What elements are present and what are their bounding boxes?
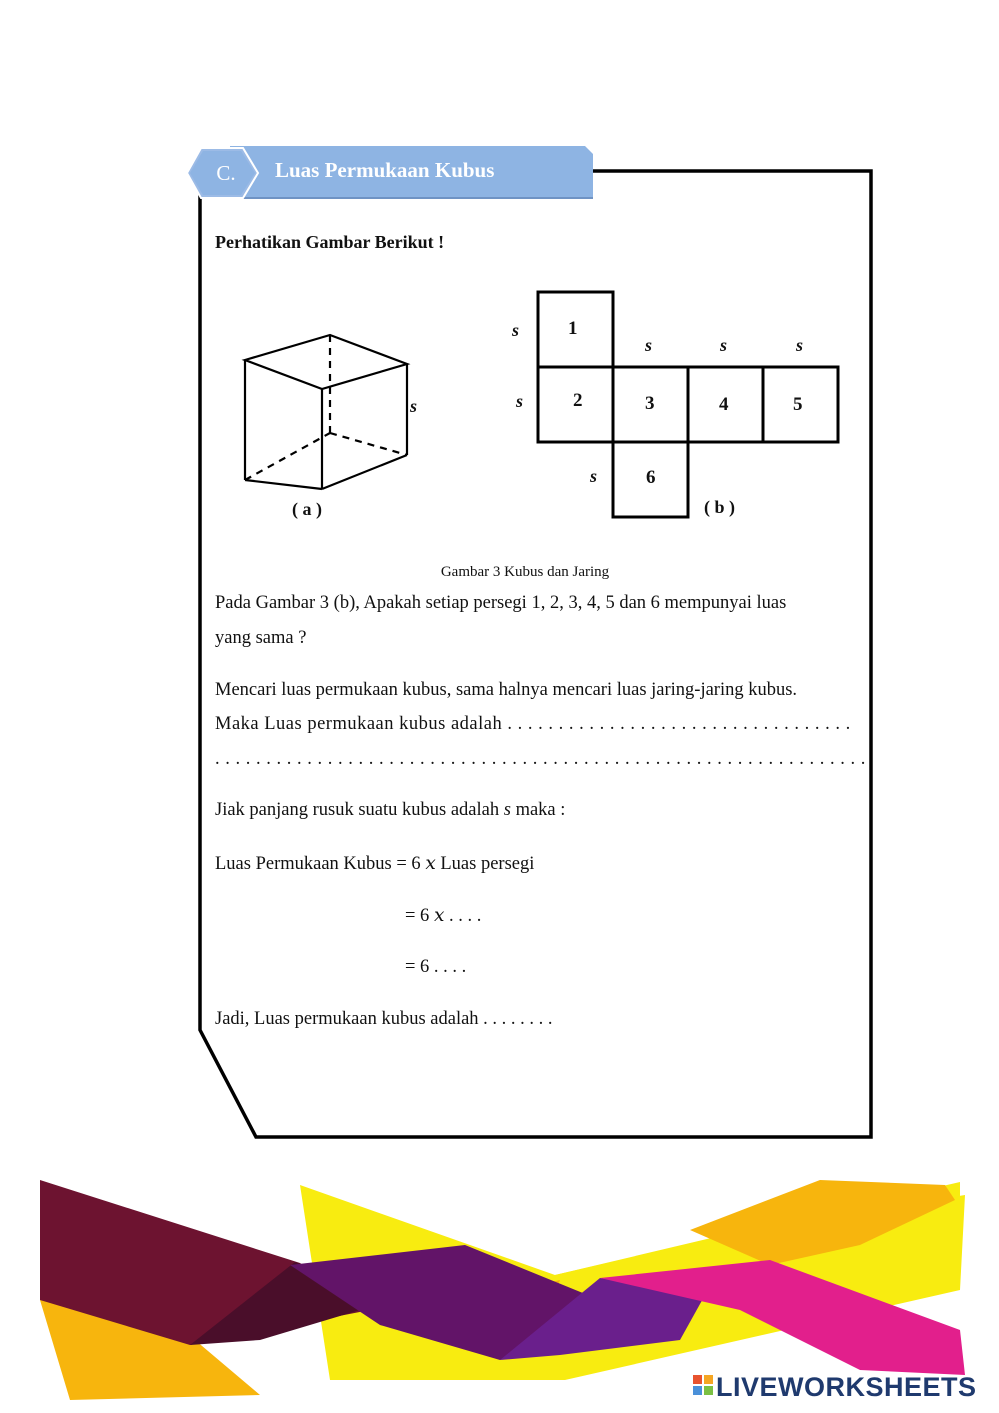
net-side-label-2: s (516, 391, 524, 411)
formula-step-1 (215, 853, 534, 875)
formula-step-1-x: x (425, 853, 436, 874)
net-face-1: 1 (568, 318, 578, 339)
formula-step-2-post: . . . . (444, 906, 482, 926)
formula-step-1-post: Luas persegi (435, 854, 535, 874)
net-side-label-3: s (645, 335, 653, 355)
formula-intro-var: s (503, 800, 511, 820)
question-line-1: Pada Gambar 3 (b), Apakah setiap persegi 1, 2, 3, 4, 5 dan 6 mempunyai luas (215, 593, 787, 613)
net-caption: ( b ) (704, 497, 735, 517)
formula-step-2-pre: = 6 (405, 906, 434, 926)
formula-intro-post: maka : (510, 800, 566, 820)
formula-step-2-x: x (433, 905, 445, 926)
section-letter: C. (216, 161, 236, 185)
section-title: Luas Permukaan Kubus (275, 158, 495, 182)
formula-conclusion[interactable]: Jadi, Luas permukaan kubus adalah . . . . . . . . (215, 1009, 553, 1029)
decorative-ribbons (40, 1180, 965, 1400)
formula-step-3[interactable]: = 6 . . . . (405, 957, 467, 977)
net-side-label-5: s (796, 335, 804, 355)
formula-intro-pre: Jiak panjang rusuk suatu kubus adalah (215, 800, 504, 820)
net-face-4: 4 (719, 394, 729, 415)
net-face-6: 6 (646, 467, 656, 488)
formula-step-1-pre: Luas Permukaan Kubus = 6 (215, 854, 426, 874)
intro-instruction: Perhatikan Gambar Berikut ! (215, 232, 445, 252)
cube-edge-label: s (410, 396, 418, 416)
net-face-5: 5 (793, 394, 803, 415)
net-side-label-6: s (590, 466, 598, 486)
net-side-label-4: s (720, 335, 728, 355)
net-side-label-1: s (512, 320, 520, 340)
formula-step-2[interactable] (405, 905, 481, 927)
formula-intro (215, 800, 565, 821)
net-face-2: 2 (573, 390, 583, 411)
explanation-line-1: Mencari luas permukaan kubus, sama halnya mencari luas jaring-jaring kubus. (215, 680, 798, 700)
question-line-2: yang sama ? (215, 628, 307, 648)
explanation-answer-blank[interactable]: . . . . . . . . . . . . . . . . . . . . . . . . . . . . . . . . . . . . . . . . . . . . . . . . . . . . . . . . . . . . . . . . (215, 749, 866, 769)
content-frame (200, 171, 871, 1137)
explanation-line-2[interactable]: Maka Luas permukaan kubus adalah . . . . . . . . . . . . . . . . . . . . . . . . . . . . . . . . . . (215, 714, 851, 734)
cube-drawing (245, 335, 407, 489)
cube-caption: ( a ) (292, 499, 322, 519)
figure-caption: Gambar 3 Kubus dan Jaring (440, 564, 610, 580)
net-face-3: 3 (645, 393, 655, 414)
brand-logo-icon (693, 1375, 713, 1395)
brand-name: LIVEWORKSHEETS (716, 1372, 977, 1402)
